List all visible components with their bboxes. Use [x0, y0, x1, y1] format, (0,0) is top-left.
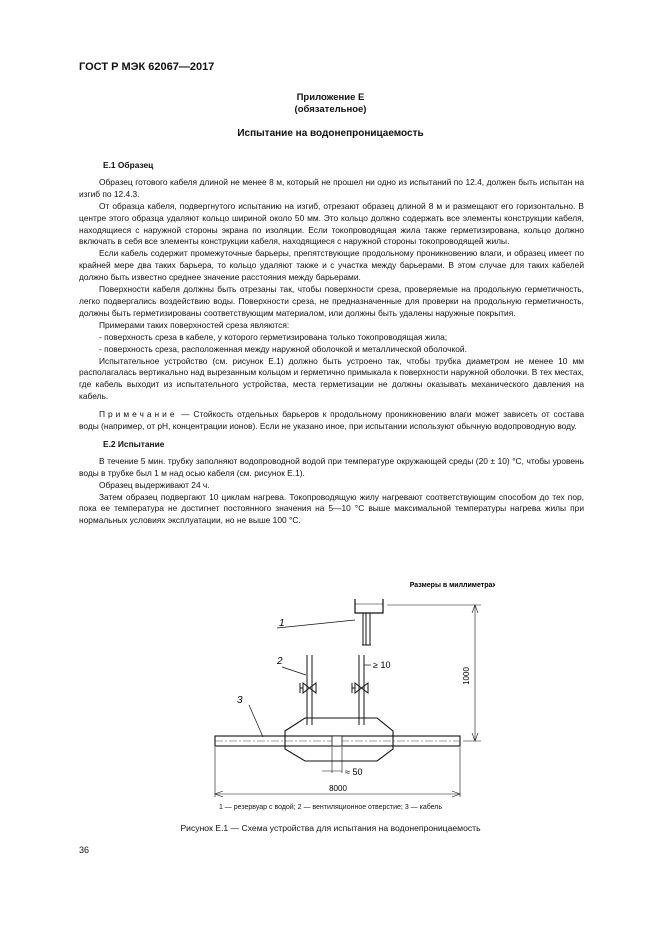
document-header: ГОСТ Р МЭК 62067—2017: [79, 61, 215, 73]
e2-paragraph: В течение 5 мин. трубку заполняют водопроводной водой при температуре окружающей среды (20 ± 10) °С, чтобы уровень воды в трубке был 1 м над осью кабеля (см. рисунок Е.1).: [79, 455, 584, 478]
label-cable: 3: [237, 695, 243, 706]
figure-caption: Рисунок Е.1 — Схема устройства для испытания на водонепроницаемость: [180, 823, 481, 833]
e2-paragraph: Образец выдерживают 24 ч.: [99, 479, 210, 490]
e1-paragraph: Примерами таких поверхностей среза являются:: [99, 319, 290, 330]
note-label: Примечание: [99, 409, 178, 420]
note-text: — Стойкость отдельных барьеров к продольному проникновению влаги может зависеть от состава воды (например, от pH, концентрации ионов). Если не указано иное, при испытании используют обычную водопроводную воду.: [79, 409, 584, 432]
dim-8000: 8000: [329, 784, 347, 793]
vent-pipe: [307, 655, 312, 725]
e1-paragraph: Поверхности кабеля должны быть отрезаны так, чтобы поверхности среза, проверяемые на продольную герметичность, легко подвергались воздействию воды. Поверхности среза, не предназначенные для проверки на продольную герметичность, должны быть герметизированы соответствующим материалом, или должны быть удалены наружные покрытия.: [79, 284, 584, 318]
dim-50: ≈ 50: [345, 767, 363, 777]
e1-list-item: - поверхность среза в кабеле, у которого герметизирована только токопроводящая жила;: [99, 331, 448, 342]
section-title: Испытание на водонепроницаемость: [237, 128, 424, 139]
page-number: 36: [79, 845, 90, 855]
water-pipe: [359, 655, 364, 725]
appendix-title: [0, 92, 661, 116]
appendix-label: Приложение Е: [296, 92, 365, 103]
e1-note: [79, 409, 584, 433]
dim-10: ≥ 10: [373, 660, 391, 670]
water-valve: [355, 683, 368, 693]
e1-paragraph: Испытательное устройство (см. рисунок Е.1) должно быть устроено так, чтобы трубка диаметром не менее 10 мм располагалась вертикально над вырезанным кольцом и герметично примыкала к поверхности наружной оболочки. В тех местах, где кабель выходит из испытательного устройства, места герметизации не должны оказывать механического давления на кабель.: [79, 355, 584, 402]
test-device-diagram: [205, 575, 495, 800]
reservoir-pipe: [363, 613, 370, 645]
vent-valve: [303, 683, 316, 693]
reservoir: [355, 599, 383, 613]
e1-paragraph: Если кабель содержит промежуточные барьеры, препятствующие продольному проникновению влаги, и образец имеет по крайней мере два таких барьера, то кольцо удаляют также и с участка между барьерами. В этом случае для таких кабелей должно быть известно среднее значение расстояния между барьерами.: [79, 248, 584, 283]
e2-paragraph: Затем образец подвергают 10 циклам нагрева. Токопроводящую жилу нагревают соответствующим способом до тех пор, пока ее температура не достигнет постоянного значения на 5—10 °С выше максимальной температуры нагрева жилы при нормальных условиях эксплуатации, но не выше 100 °С.: [79, 491, 584, 526]
e1-paragraph: От образца кабеля, подвергнутого испытанию на изгиб, отрезают образец длиной 8 м и размещают его горизонтально. В центре этого образца удаляют кольцо шириной около 50 мм. Это кольцо должно содержать все элементы конструкции кабеля, находящиеся с наружной стороны экрана по изоляции. Если токопроводящая жила также герметизирована, кольцо должно включать в себя все элементы конструкции кабеля, находящиеся с наружной стороны токопроводящей жилы.: [79, 200, 584, 247]
dim-1000: 1000: [462, 667, 471, 685]
section-e1: [79, 160, 584, 527]
figure-legend: 1 — резервуар с водой; 2 — вентиляционное отверстие; 3 — кабель: [218, 804, 443, 811]
e1-heading: Е.1 Образец: [103, 160, 154, 170]
figure-e1-diagram: [205, 575, 495, 805]
appendix-status: (обязательное): [294, 104, 367, 115]
e1-list-item: - поверхность среза, расположенная между наружной оболочкой и металлической оболочкой.: [99, 343, 467, 354]
label-vent: 2: [277, 656, 283, 667]
e1-paragraph: Образец готового кабеля длиной не менее 8 м, который не прошел ни одно из испытаний по 12.4, должен быть испытан на изгиб по 12.4.3.: [79, 176, 584, 199]
label-reservoir: 1: [279, 618, 285, 629]
e2-heading: Е.2 Испытание: [103, 438, 165, 449]
dims-title: Размеры в миллиметрах: [409, 582, 495, 589]
removed-ring: [332, 736, 342, 746]
